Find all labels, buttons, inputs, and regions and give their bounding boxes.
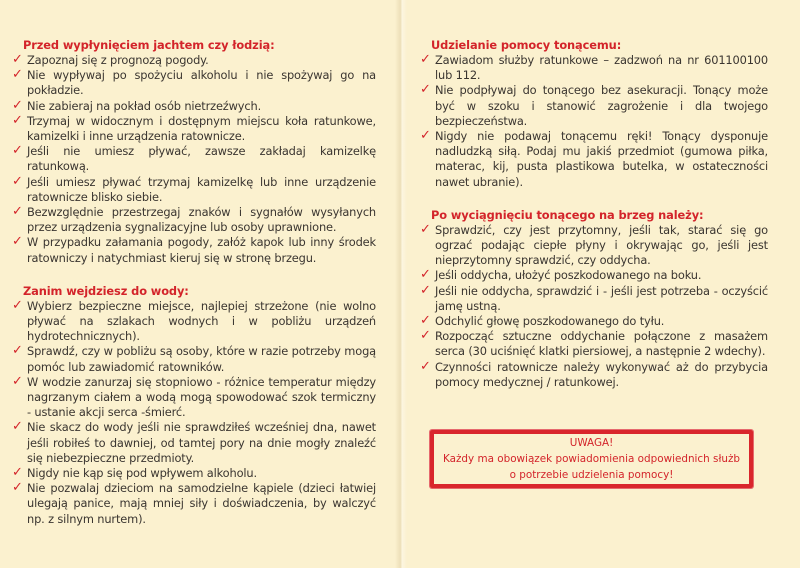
check-icon: ✓ — [12, 373, 23, 389]
warning-line: Każdy ma obowiązek powiadomienia odpowiednich służb — [442, 453, 741, 465]
checklist — [14, 299, 376, 527]
list-item: ✓ Czynności ratownicze należy wykonywać aż do przybycia pomocy medycznej / ratunkowej. — [420, 358, 768, 389]
check-icon: ✓ — [420, 328, 431, 344]
check-icon: ✓ — [12, 343, 23, 359]
check-icon: ✓ — [12, 97, 23, 113]
list-item: ✓ Nigdy nie podawaj tonącemu ręki! Tonący dysponuje nadludzką siłą. Podaj mu jakiś przedmiot (gumowa piłka, materac, kij, pusta plastikowa butelka, w ostateczności nawet ubranie). — [420, 128, 768, 189]
check-icon: ✓ — [12, 297, 23, 313]
check-icon: ✓ — [420, 82, 431, 98]
list-item: ✓ Jeśli nie umiesz pływać, zawsze zakładaj kamizelkę ratunkową. — [12, 143, 376, 174]
list-item: ✓ Rozpocząć sztuczne oddychanie połączone z masażem serca (30 uciśnięć klatki piersiowej, a następnie 2 wdechy). — [420, 328, 768, 359]
list-item: ✓ Nigdy nie kąp się pod wpływem alkoholu. — [12, 465, 257, 481]
list-item: ✓ Bezwzględnie przestrzegaj znaków i sygnałów wysyłanych przez urządzenia sygnalizacyjne lub osoby uprawnione. — [12, 204, 376, 235]
section-heading: Przed wypłynięciem jachtem czy łodzią: — [23, 38, 275, 52]
checklist — [422, 53, 768, 190]
list-item: ✓ Nie podpływaj do tonącego bez asekuracji. Tonący może być w szoku i stanowić zagrożenie i dla twojego bezpieczeństwa. — [420, 82, 768, 128]
check-icon: ✓ — [420, 52, 431, 67]
check-icon: ✓ — [420, 282, 431, 298]
page-fold — [395, 0, 407, 568]
check-icon: ✓ — [12, 480, 23, 496]
right-column — [422, 0, 768, 390]
list-item: ✓ Sprawdź, czy w pobliżu są osoby, które w razie potrzeby mogą pomóc lub zawiadomić ratowników. — [12, 343, 376, 374]
list-item: ✓ Zawiadom służby ratunkowe – zadzwoń na nr 601100100 lub 112. — [420, 52, 768, 83]
check-icon: ✓ — [12, 419, 23, 435]
list-item: ✓ Nie pozwalaj dzieciom na samodzielne kąpiele (dzieci łatwiej ulegają panice, mają mniej siły i doświadczenia, by walczyć np. z silnym nurtem). — [12, 480, 376, 526]
check-icon: ✓ — [12, 465, 23, 481]
check-icon: ✓ — [12, 204, 23, 220]
list-item: ✓ Wybierz bezpieczne miejsce, najlepiej strzeżone (nie wolno pływać na szlakach wodnych i w pobliżu urządzeń hydrotechnicznych). — [12, 297, 376, 344]
list-item: ✓ W przypadku załamania pogody, załóż kapok lub inny środek ratowniczy i natychmiast kieruj się w stronę brzegu. — [12, 234, 376, 265]
check-icon: ✓ — [12, 173, 23, 189]
list-item: ✓ Trzymaj w widocznym i dostępnym miejscu koła ratunkowe, kamizelki i inne urządzenia ratownicze. — [12, 112, 376, 144]
left-column — [14, 0, 376, 527]
section-heading: Zanim wejdziesz do wody: — [23, 283, 189, 298]
section-heading: Po wyciągnięciu tonącego na brzeg należy: — [431, 207, 704, 222]
check-icon: ✓ — [420, 128, 431, 144]
warning-title: UWAGA! — [569, 437, 614, 449]
checklist — [422, 223, 768, 390]
check-icon: ✓ — [12, 52, 23, 67]
check-icon: ✓ — [12, 143, 23, 159]
list-item: ✓ Odchylić głowę poszkodowanego do tyłu. — [420, 313, 665, 329]
list-item: ✓ Nie zabieraj na pokład osób nietrzeźwych. — [12, 97, 262, 113]
list-item: ✓ Nie wypływaj po spożyciu alkoholu i nie spożywaj go na pokładzie. — [12, 67, 376, 98]
check-icon: ✓ — [420, 267, 431, 283]
list-item: ✓ Sprawdzić, czy jest przytomny, jeśli tak, starać się go ogrzać podając ciepłe płyny i okrywając go, jeśli jest nieprzytomny sprawdzić, czy oddycha. — [420, 221, 768, 268]
check-icon: ✓ — [420, 358, 431, 374]
list-item: ✓ W wodzie zanurzaj się stopniowo - różnice temperatur między nagrzanym ciałem a wodą mogą spowodować szok termiczny - ustanie akcji serca -śmierć. — [12, 373, 376, 420]
list-item: ✓ Jeśli umiesz pływać trzymaj kamizelkę lub inne urządzenie ratownicze blisko siebie. — [12, 173, 376, 204]
list-item: ✓ Jeśli nie oddycha, sprawdzić i - jeśli jest potrzeba - oczyścić jamę ustną. — [420, 282, 768, 313]
warning-box — [430, 430, 753, 488]
list-item: ✓ Zapoznaj się z prognozą pogody. — [12, 52, 209, 67]
check-icon: ✓ — [12, 112, 23, 128]
check-icon: ✓ — [420, 313, 431, 329]
list-item: ✓ Nie skacz do wody jeśli nie sprawdziłeś wcześniej dna, nawet jeśli robiłeś to dawniej, od tamtej pory na dnie mogły znaleźć się niebezpieczne przedmioty. — [12, 419, 376, 465]
list-item: ✓ Jeśli oddycha, ułożyć poszkodowanego na boku. — [420, 267, 702, 283]
warning-line: o potrzebie udzielenia pomocy! — [509, 469, 674, 481]
check-icon: ✓ — [12, 67, 23, 83]
section-heading: Udzielanie pomocy tonącemu: — [431, 38, 622, 52]
checklist — [14, 53, 376, 266]
check-icon: ✓ — [420, 221, 431, 237]
check-icon: ✓ — [12, 234, 23, 250]
